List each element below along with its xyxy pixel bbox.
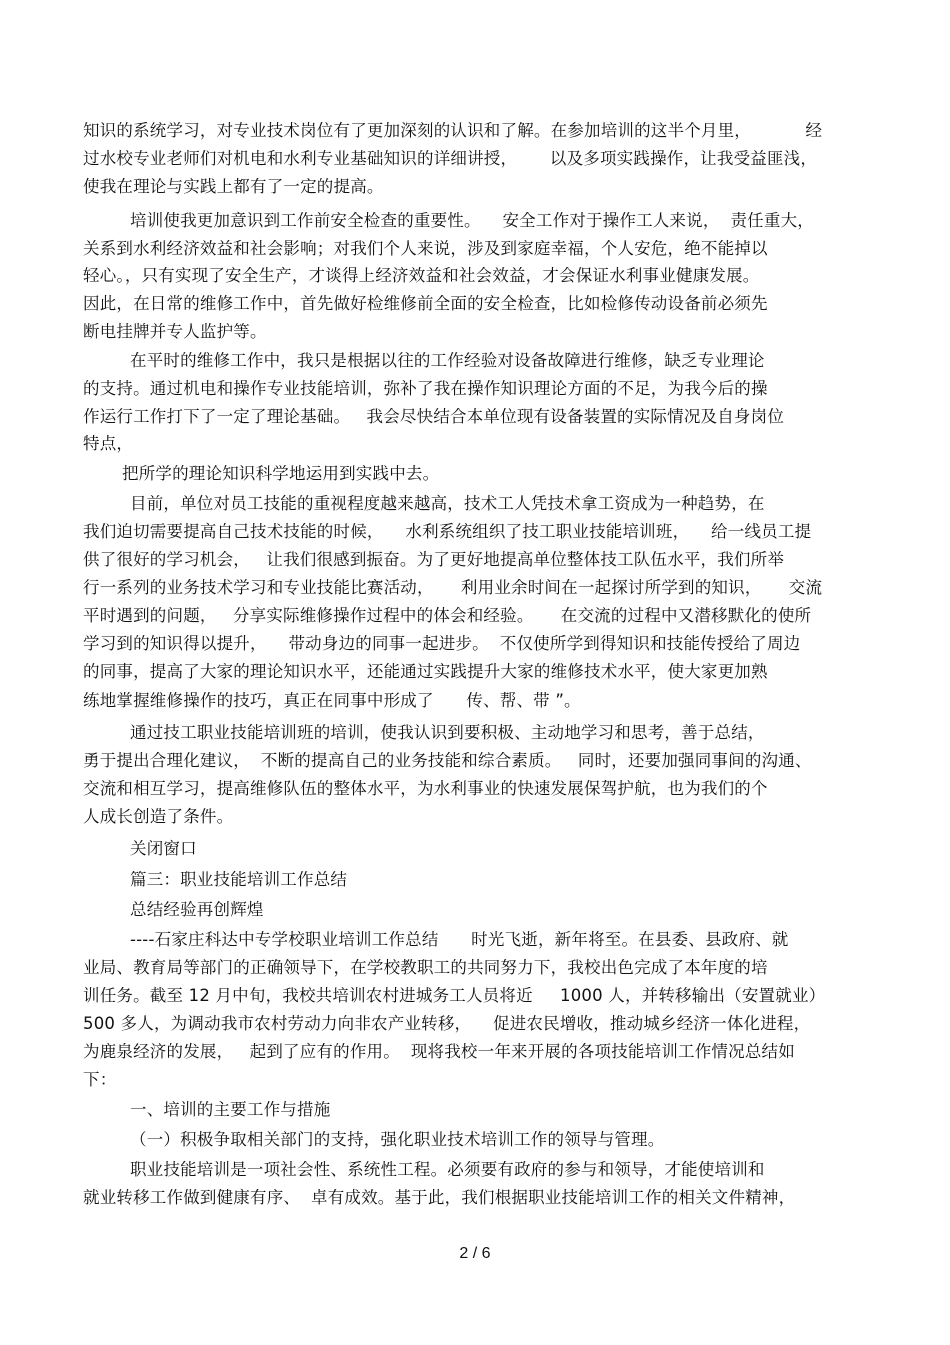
text-line: 供了很好的学习机会， 让我们很感到振奋。为了更好地提高单位整体技工队伍水平，我们所举 bbox=[83, 550, 785, 569]
text-line: 关系到水利经济效益和社会影响；对我们个人来说，涉及到家庭幸福，个人安危，绝不能掉以 bbox=[83, 239, 768, 258]
text-line: 职业技能培训是一项社会性、系统性工程。必须要有政府的参与和领导，才能使培训和 bbox=[130, 1160, 765, 1179]
text-line: 练地掌握维修操作的技巧，真正在同事中形成了 传、帮、带 ”。 bbox=[83, 691, 581, 710]
text-line: 人成长创造了条件。 bbox=[83, 807, 234, 826]
text-line: 业局、教育局等部门的正确领导下，在学校教职工的共同努力下，我校出色完成了本年度的培 bbox=[83, 958, 768, 977]
text-line: 训任务。截至 12 月中旬，我校共培训农村进城务工人员将近 1000 人，并转移输出（安置就业） bbox=[83, 986, 826, 1005]
text-line: 关闭窗口 bbox=[130, 839, 197, 858]
section-heading: 篇三：职业技能培训工作总结 bbox=[130, 870, 348, 889]
text-line: 勇于提出合理化建议， 不断的提高自己的业务技能和综合素质。 同时，还要加强同事间的沟通、 bbox=[83, 751, 812, 770]
text-line: 因此，在日常的维修工作中，首先做好检维修前全面的安全检查，比如检修传动设备前必须先 bbox=[83, 294, 768, 313]
text-line: ----石家庄科达中专学校职业培训工作总结 时光飞逝，新年将至。在县委、县政府、就 bbox=[130, 930, 789, 949]
text-line: 通过技工职业技能培训班的培训，使我认识到要积极、主动地学习和思考，善于总结， bbox=[130, 723, 765, 742]
text-line: 使我在理论与实践上都有了一定的提高。 bbox=[83, 177, 384, 196]
text-line: 特点， bbox=[83, 434, 134, 453]
text-line: 知识的系统学习，对专业技术岗位有了更加深刻的认识和了解。在参加培训的这半个月里， 经 bbox=[83, 121, 823, 140]
section-heading: 一、培训的主要工作与措施 bbox=[130, 1100, 331, 1119]
text-line: 目前，单位对员工技能的重视程度越来越高，技术工人凭技术拿工资成为一种趋势，在 bbox=[130, 494, 765, 513]
text-line: 学习到的知识得以提升， 带动身边的同事一起进步。 不仅使所学到得知识和技能传授给了周边 bbox=[83, 634, 801, 653]
text-line: 的同事，提高了大家的理论知识水平，还能通过实践提升大家的维修技术水平，使大家更加熟 bbox=[83, 662, 768, 681]
text-line: 在平时的维修工作中，我只是根据以往的工作经验对设备故障进行维修，缺乏专业理论 bbox=[130, 351, 765, 370]
text-line: 我们迫切需要提高自己技术技能的时候， 水利系统组织了技工职业技能培训班， 给一线员工提 bbox=[83, 522, 812, 541]
section-subheading: （一）积极争取相关部门的支持，强化职业技术培训工作的领导与管理。 bbox=[130, 1130, 665, 1149]
text-line: 过水校专业老师们对机电和水利专业基础知识的详细讲授， 以及多项实践操作，让我受益匪浅， bbox=[83, 149, 818, 168]
text-line: 断电挂牌并专人监护等。 bbox=[83, 322, 267, 341]
section-subheading: 总结经验再创辉煌 bbox=[130, 900, 264, 919]
text-line: 的支持。通过机电和操作专业技能培训，弥补了我在操作知识理论方面的不足，为我今后的操 bbox=[83, 379, 768, 398]
text-line: 500 多人，为调动我市农村劳动力向非农产业转移， 促进农民增收，推动城乡经济一体化进程， bbox=[83, 1014, 811, 1033]
text-line: 把所学的理论知识科学地运用到实践中去。 bbox=[122, 464, 440, 483]
text-line: 交流和相互学习，提高维修队伍的整体水平，为水利事业的快速发展保驾护航，也为我们的个 bbox=[83, 779, 768, 798]
text-line: 就业转移工作做到健康有序、 卓有成效。基于此，我们根据职业技能培训工作的相关文件精神， bbox=[83, 1188, 796, 1207]
text-line: 平时遇到的问题， 分享实际维修操作过程中的体会和经验。 在交流的过程中又潜移默化的使所 bbox=[83, 606, 812, 625]
text-line: 下： bbox=[83, 1070, 117, 1089]
text-line: 轻心。，只有实现了安全生产，才谈得上经济效益和社会效益，才会保证水利事业健康发展。 bbox=[83, 266, 760, 285]
text-line: 作运行工作打下了一定了理论基础。 我会尽快结合本单位现有设备装置的实际情况及自身岗位 bbox=[83, 407, 785, 426]
page-number: 2 / 6 bbox=[459, 1245, 491, 1262]
text-line: 行一系列的业务技术学习和专业技能比赛活动， 利用业余时间在一起探讨所学到的知识， 交流 bbox=[83, 578, 823, 597]
text-line: 培训使我更加意识到工作前安全检查的重要性。 安全工作对于操作工人来说， 责任重大， bbox=[130, 211, 814, 230]
text-line: 为鹿泉经济的发展， 起到了应有的作用。 现将我校一年来开展的各项技能培训工作情况总结如 bbox=[83, 1042, 795, 1061]
